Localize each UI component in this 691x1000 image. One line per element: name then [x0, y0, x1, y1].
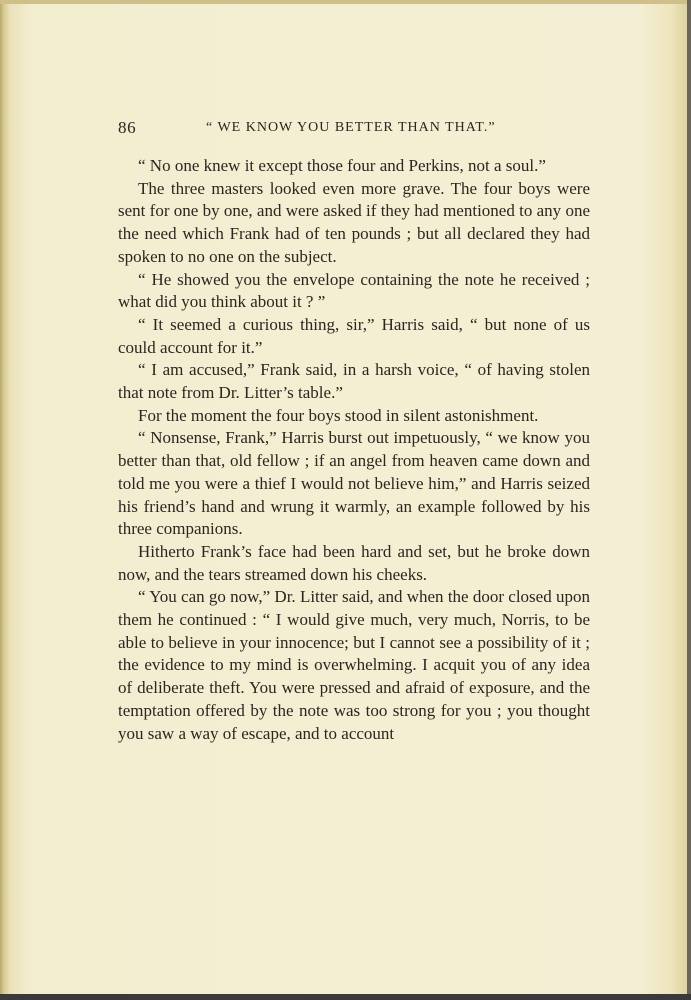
- page-left-edge: [0, 0, 10, 1000]
- running-head: “ WE KNOW YOU BETTER THAN THAT.”: [206, 120, 496, 135]
- body-text: [118, 155, 590, 745]
- paragraph: “ No one knew it except those four and Perkins, not a soul.”: [138, 156, 546, 175]
- paragraph: Hitherto Frank’s face had been hard and set, but he broke down now, and the tears streamed down his cheeks.: [118, 541, 590, 584]
- paragraph: The three masters looked even more grave. The four boys were sent for one by one, and were asked if they had mentioned to any one the need which Frank had of ten pounds ; but all declared they had spoken to no one on the subject.: [118, 178, 590, 266]
- paragraph: “ You can go now,” Dr. Litter said, and when the door closed upon them he continued : “ I would give much, very much, Norris, to be able to believe in your innocence; but I cannot see a possibility of it ; the evidence to my mind is overwhelming. I acquit you of any idea of deliberate theft. You were pressed and afraid of exposure, and the temptation offered by the note was too strong for you ; you thought you saw a way of escape, and to account: [118, 587, 590, 743]
- paragraph: “ It seemed a curious thing, sir,” Harris said, “ but none of us could account for it.”: [118, 314, 590, 357]
- paragraph: For the moment the four boys stood in silent astonishment.: [138, 405, 539, 425]
- paragraph: “ I am accused,” Frank said, in a harsh voice, “ of having stolen that note from Dr. Litter’s table.”: [118, 360, 590, 403]
- page-header: [118, 118, 590, 140]
- paragraph: “ He showed you the envelope containing the note he received ; what did you think about it ? ”: [118, 269, 590, 312]
- paragraph: “ Nonsense, Frank,” Harris burst out impetuously, “ we know you better than that, old fellow ; if an angel from heaven came down and told me you were a thief I would not believe him,” and Harris seized his friend’s hand and wrung it warmly, an example followed by his three companions.: [118, 428, 590, 539]
- page-top-edge: [0, 0, 691, 4]
- page-number: 86: [118, 118, 137, 137]
- page-bottom-edge: [0, 994, 691, 1000]
- page-right-edge: [687, 0, 691, 1000]
